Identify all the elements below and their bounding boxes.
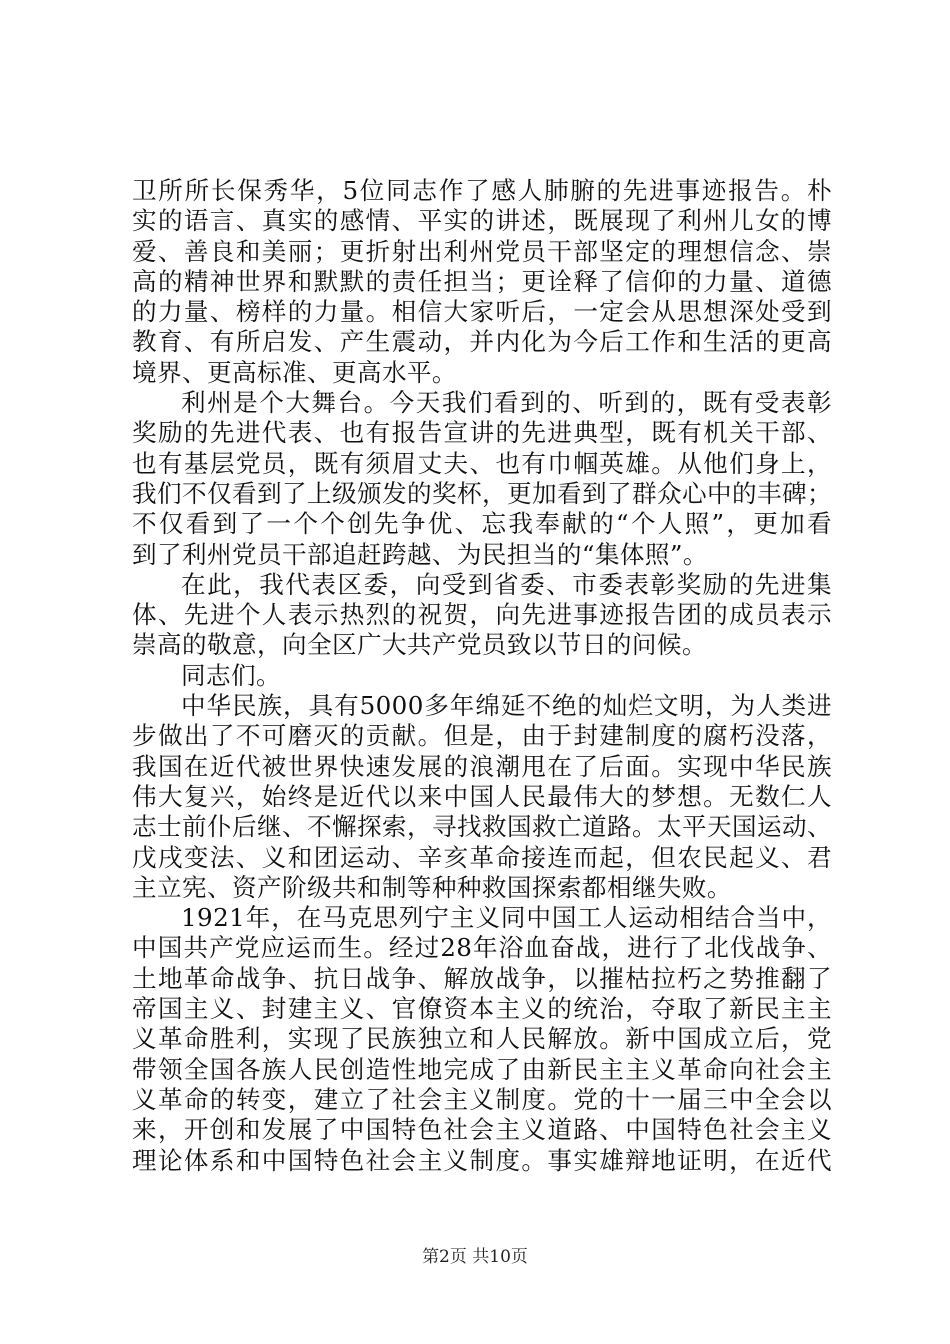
page-footer: 第2页 共10页 [422,1247,528,1267]
text-line: 中国共产党应运而生。经过28年浴血奋战，进行了北伐战争、 [132,933,832,963]
text-line: 戊戌变法、义和团运动、辛亥革命接连而起，但农民起义、君 [132,842,832,872]
text-line: 也有基层党员，既有须眉丈夫、也有巾帼英雄。从他们身上， [132,448,832,478]
text-line: 带领全国各族人民创造性地完成了由新民主主义革命向社会主 [132,1054,832,1084]
text-line: 来，开创和发展了中国特色社会主义道路、中国特色社会主义 [132,1115,832,1145]
text-line: 体、先进个人表示热烈的祝贺，向先进事迹报告团的成员表示 [132,600,832,630]
text-line: 崇高的敬意，向全区广大共产党员致以节日的问候。 [132,630,707,660]
text-line: 主立宪、资产阶级共和制等种种救国探索都相继失败。 [132,872,732,902]
text-line: 爱、善良和美丽；更折射出利州党员干部坚定的理想信念、崇 [132,236,832,266]
text-line: 步做出了不可磨灭的贡献。但是，由于封建制度的腐朽没落， [132,721,832,751]
text-line: 到了利州党员干部追赶跨越、为民担当的“集体照”。 [132,539,708,569]
text-line: 义革命的转变，建立了社会主义制度。党的十一届三中全会以 [132,1084,832,1114]
text-line: 卫所所长保秀华，5位同志作了感人肺腑的先进事迹报告。朴 [132,176,832,205]
text-line: 中华民族，具有5000多年绵延不绝的灿烂文明，为人类进 [181,691,832,721]
text-line: 理论体系和中国特色社会主义制度。事实雄辩地证明，在近代 [132,1145,832,1175]
text-line: 境界、更高标准、更高水平。 [132,357,457,387]
text-line: 同志们。 [181,660,281,690]
text-line: 的力量、榜样的力量。相信大家听后，一定会从思想深处受到 [132,297,832,327]
text-line: 不仅看到了一个个创先争优、忘我奉献的“个人照”，更加看 [132,509,832,539]
text-line: 帝国主义、封建主义、官僚资本主义的统治，夺取了新民主主 [132,994,832,1024]
text-line: 我们不仅看到了上级颁发的奖杯，更加看到了群众心中的丰碑； [132,478,832,508]
text-line: 土地革命战争、抗日战争、解放战争，以摧枯拉朽之势推翻了 [132,963,832,993]
text-line: 奖励的先进代表、也有报告宣讲的先进典型，既有机关干部、 [132,418,832,448]
text-line: 义革命胜利，实现了民族独立和人民解放。新中国成立后，党 [132,1024,832,1054]
text-line: 在此，我代表区委，向受到省委、市委表彰奖励的先进集 [181,569,832,599]
text-line: 教育、有所启发、产生震动，并内化为今后工作和生活的更高 [132,327,832,357]
document-body [132,176,832,1176]
text-line: 利州是个大舞台。今天我们看到的、听到的，既有受表彰 [181,388,832,418]
text-line: 我国在近代被世界快速发展的浪潮甩在了后面。实现中华民族 [132,751,832,781]
text-line: 高的精神世界和默默的责任担当；更诠释了信仰的力量、道德 [132,266,832,296]
text-line: 伟大复兴，始终是近代以来中国人民最伟大的梦想。无数仁人 [132,781,832,811]
text-line: 实的语言、真实的感情、平实的讲述，既展现了利州儿女的博 [132,206,832,236]
text-line: 1921年，在马克思列宁主义同中国工人运动相结合当中， [181,903,832,933]
text-line: 志士前仆后继、不懈探索，寻找救国救亡道路。太平天国运动、 [132,812,832,842]
